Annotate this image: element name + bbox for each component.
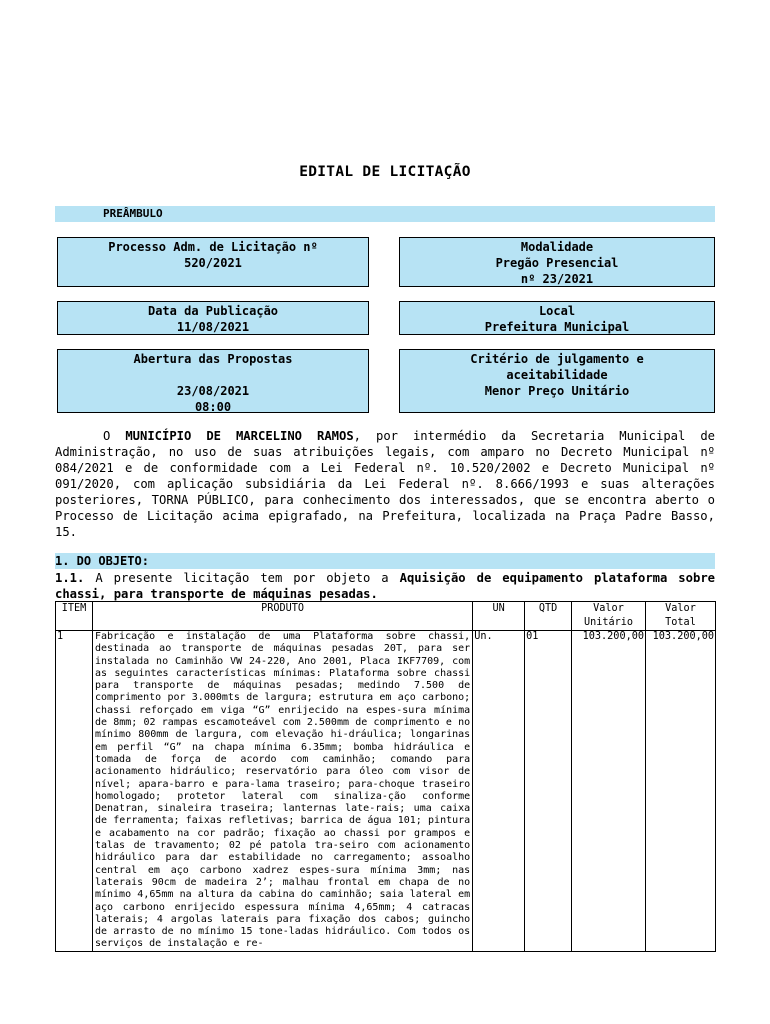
publicacao-box bbox=[57, 301, 369, 335]
header-un: UN bbox=[473, 602, 525, 631]
table-header-row bbox=[56, 602, 716, 631]
header-valor-total-line2: Total bbox=[665, 617, 696, 628]
local-value: Prefeitura Municipal bbox=[484, 320, 630, 334]
header-valor-total-line1: Valor bbox=[665, 603, 696, 614]
modalidade-value: Pregão Presencial bbox=[495, 256, 619, 270]
header-valor-unitario-line1: Valor bbox=[593, 603, 624, 614]
section-objeto-title: 1. DO OBJETO: bbox=[55, 554, 149, 568]
header-produto: PRODUTO bbox=[92, 602, 472, 631]
objeto-paragraph bbox=[55, 570, 715, 602]
publicacao-value: 11/08/2021 bbox=[176, 320, 250, 334]
intro-prefix: O bbox=[103, 429, 126, 443]
header-valor-unitario bbox=[572, 602, 646, 631]
cell-un: Un. bbox=[473, 631, 525, 952]
table-row bbox=[56, 631, 716, 952]
objeto-text: A presente licitação tem por objeto a bbox=[84, 571, 400, 585]
abertura-label: Abertura das Propostas bbox=[133, 352, 293, 366]
criterio-label-2: aceitabilidade bbox=[506, 368, 608, 382]
abertura-box bbox=[57, 349, 369, 413]
criterio-value: Menor Preço Unitário bbox=[484, 384, 630, 398]
preambulo-label: PREÂMBULO bbox=[103, 207, 163, 220]
intro-paragraph bbox=[55, 428, 715, 540]
processo-label: Processo Adm. de Licitação nº bbox=[108, 240, 318, 254]
header-item: ITEM bbox=[56, 602, 93, 631]
modalidade-label: Modalidade bbox=[520, 240, 594, 254]
items-table bbox=[55, 601, 716, 952]
cell-item: 1 bbox=[56, 631, 93, 952]
cell-valor-unitario: 103.200,00 bbox=[572, 631, 646, 952]
header-valor-unitario-line2: Unitário bbox=[583, 617, 634, 628]
section-objeto-bar bbox=[55, 553, 715, 569]
publicacao-label: Data da Publicação bbox=[147, 304, 279, 318]
processo-value: 520/2021 bbox=[184, 256, 242, 270]
cell-qtd: 01 bbox=[525, 631, 572, 952]
municipio-name: MUNICÍPIO DE MARCELINO RAMOS bbox=[125, 429, 354, 443]
abertura-time: 08:00 bbox=[194, 400, 232, 414]
local-box bbox=[399, 301, 715, 335]
document-title: EDITAL DE LICITAÇÃO bbox=[299, 164, 471, 180]
intro-text: , por intermédio da Secretaria Municipal de Administração, no uso de suas atribuições legais, com amparo no Decreto Municipal nº 084/2021 e de conformidade com a Lei Federal nº. 10.520/2002 e Decreto Municipal nº 091/2020, com aplicação subsidiária da Lei Federal nº. 8.666/1993 e suas alterações posteriores, TORNA PÚBLICO, para conhecimento dos interessados, que se encontra aberto o Processo de Licitação acima epigrafado, na Prefeitura, localizada na Praça Padre Basso, 15. bbox=[55, 429, 715, 539]
objeto-description: Aquisição de equipamento plataforma sobre chassi, para transporte de máquinas pesadas. bbox=[55, 571, 715, 601]
header-qtd: QTD bbox=[525, 602, 572, 631]
modalidade-number: nº 23/2021 bbox=[520, 272, 594, 286]
cell-valor-total: 103.200,00 bbox=[645, 631, 715, 952]
preambulo-bar bbox=[55, 206, 715, 222]
processo-box bbox=[57, 237, 369, 287]
objeto-number: 1.1. bbox=[55, 571, 85, 585]
local-label: Local bbox=[538, 304, 576, 318]
cell-produto: Fabricação e instalação de uma Plataforma sobre chassi, destinada ao transporte de máquinas pesadas 20T, para ser instalada no Caminhão VW 24-220, Ano 2001, Placa IKF7709, com as seguintes características mínimas: Plataforma sobre chassi para transporte de máquinas pesadas; medindo 7.500 de comprimento por 3.000mts de largura; estrutura em aço carbono; chassi reforçado em viga “G” enrijecido na espes-sura mínima de 8mm; 02 rampas escamoteável com 2.500mm de comprimento e no mínimo 800mm de largura, com elevação hi-dráulica; longarinas em perfil “G” na chapa mínima 6.35mm; bomba hidráulica e tomada de força de acordo com caminhão; comando para acionamento hidráulico; reservatório para óleo com visor de nível; apara-barro e para-lama traseiro; para-choque traseiro homologado; protetor lateral com sinaliza-ção conforme Denatran, sinaleira traseira; lanternas late-rais; uma caixa de ferramenta; faixas refletivas; barrica de água 101; pintura e acabamento na cor padrão; fixação ao chassi por grampos e talas de travamento; 02 pé patola tra-seiro com acionamento hidráulico para dar estabilidade no carregamento; assoalho central em aço carbono xadrez espes-sura mínima 3mm; nas laterais 90cm de madeira 2’; malhau frontal em chapa de no mínimo 4,65mm na altura da cabina do caminhão; saia lateral em aço carbono enrijecido espessura mínima 4,65mm; 4 catracas laterais; 4 argolas laterais para fixação dos cabos; guincho de arrasto de no mínimo 15 tone-ladas hidráulico. Com todos os serviços de instalação e re- bbox=[92, 631, 472, 952]
abertura-date: 23/08/2021 bbox=[176, 384, 250, 398]
modalidade-box bbox=[399, 237, 715, 287]
criterio-box bbox=[399, 349, 715, 413]
criterio-label-1: Critério de julgamento e bbox=[470, 352, 644, 366]
header-valor-total bbox=[645, 602, 715, 631]
